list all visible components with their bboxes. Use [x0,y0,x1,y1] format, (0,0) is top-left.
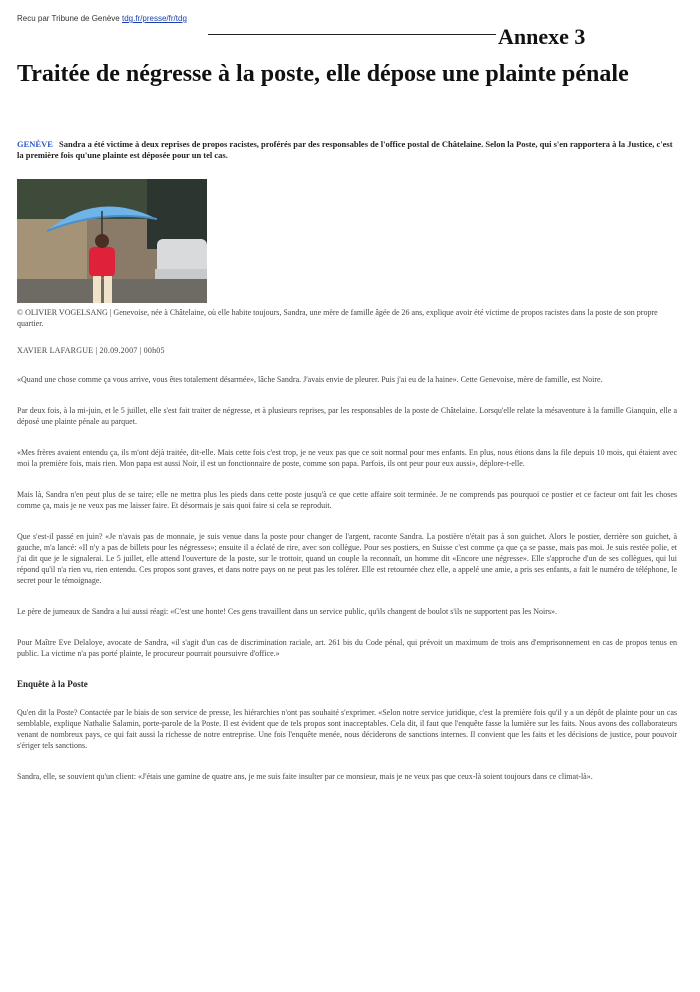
paragraph: Pour Maître Eve Delaloye, avocate de Sandra, «il s'agit d'un cas de discrimination raciale, art. 261 bis du Code pénal, qui prévoit un maximum de trois ans d'emprisonnement en cas de propos tenus en public. La victime n'a pas porté plainte, le procureur pourrait poursuivre d'office.» [17,638,677,658]
source-line [17,14,187,23]
paragraph: «Mes frères avaient entendu ça, ils m'ont déjà traitée, dit-elle. Mais cette fois c'est trop, je ne veux pas que ce soit normal pour mes enfants. En plus, nous étions dans la file depuis 10 mois, qui étaient avec moi la première fois, mais rien. Mon papa est aussi Noir, il est un fonctionnaire de poste, comme son papa. Parfois, ils ont peur pour eux aussi», déplore-t-elle. [17,448,677,468]
source-link[interactable]: tdg.fr/presse/fr/tdg [121,14,187,23]
byline: XAVIER LAFARGUE | 20.09.2007 | 00h05 [17,346,165,355]
paragraph: «Quand une chose comme ça vous arrive, vous êtes totalement désarmée», lâche Sandra. J'avais envie de pleurer. Puis j'ai eu de la haine». Cette Genevoise, mère de famille, est Noire. [17,375,603,384]
annex-rule [208,34,496,35]
source-prefix: Recu par Tribune de Genève [17,14,120,23]
lead-text: Sandra a été victime à deux reprises de propos racistes, proférés par des responsables de l'office postal de Châtelaine. Selon la Poste, qui s'en rapportera à la Justice, c'est la première fois qu'une plainte est déposée pour un tel cas. [17,139,673,160]
annex-label: Annexe 3 [498,24,586,49]
photo-caption: © OLIVIER VOGELSANG | Genevoise, née à Châtelaine, où elle habite toujours, Sandra, une mère de famille âgée de 26 ans, explique avoir été victime de propos racistes dans la poste de son propre quartier. [17,308,658,328]
paragraph: Sandra, elle, se souvient qu'un client: «J'étais une gamine de quatre ans, je me suis faite insulter par ce monsieur, mais je ne veux pas que ceux-là soient toujours dans ce climat-là». [17,772,593,781]
article-lead [17,139,677,161]
paragraph: Mais là, Sandra n'en peut plus de se taire; elle ne mettra plus les pieds dans cette poste jusqu'à ce que cette affaire soit terminée. Je ne comprends pas pourquoi ce postier et ce facteur ont fait les choses comme ça, mais je ne veux pas me laisser faire. Et désormais je sais quoi faire si cela se reproduit. [17,490,677,510]
dateline: GENÈVE [17,139,53,149]
paragraph: Que s'est-il passé en juin? «Je n'avais pas de monnaie, je suis venue dans la poste pour changer de l'argent, raconte Sandra. La postière n'était pas à son guichet. Alors le postier, derrière son guichet, à gauche, m'a lancé: «Il n'y a pas de billets pour les négresses»; ensuite il a éclaté de rire, avec son collègue. Pour ses postiers, en Suisse c'est comme ça que ça se passe, mais pas moi. Je suis restée polie, et j'ai dit que je le signalerai. Le 5 juillet, elle attend l'ouverture de la poste, sur le trottoir, quand un couple la reconnaît, un homme dit «Encore une négresse». Elle s'approche d'un de ses collègues, qui lui répond qu'il n'a rien vu, rien entendu. Ces propos sont graves, et dans notre pays on ne peut pas les tolérer. Elle est retournée chez elle, a appelé une amie, a pris ses enfants, a fait le numéro de téléphone, le secret pour le témoignage. [17,532,677,585]
article-body [17,374,677,802]
paragraph: Le père de jumeaux de Sandra a lui aussi réagi: «C'est une honte! Ces gens travaillent dans un service public, qu'ils changent de boulot s'ils ne supportent pas les Noirs». [17,607,557,616]
article-photo [17,179,207,303]
subheading: Enquête à la Poste [17,679,88,689]
photo-umbrella-woman-image [17,179,207,303]
paragraph: Par deux fois, à la mi-juin, et le 5 juillet, elle s'est fait traiter de négresse, et à plusieurs reprises, par les responsables de la poste de Châtelaine. Lorsqu'elle relate la mésaventure à la famille Gianquin, elle a déposé une plainte pénale au parquet. [17,406,677,426]
article-title: Traitée de négresse à la poste, elle dépose une plainte pénale [17,61,629,87]
paragraph: Qu'en dit la Poste? Contactée par le biais de son service de presse, les hiérarchies n'ont pas souhaité s'exprimer. «Selon notre service juridique, c'est la première fois qu'il y a un dépôt de plainte pour un cas semblable, explique Nathalie Salamin, porte-parole de la Poste. Il est évident que de tels propos sont inacceptables. Cela dit, il faut que l'enquête fasse la lumière sur les faits. Nous avons des collaborateurs venant de nombreux pays, ce qui fait aussi la richesse de notre entreprise. Une fois l'enquête menée, nous déciderons de sanctions internes. Il convient que les faits et les décisions de justice, pour pouvoir s'ériger tels sanctions. [17,708,677,750]
